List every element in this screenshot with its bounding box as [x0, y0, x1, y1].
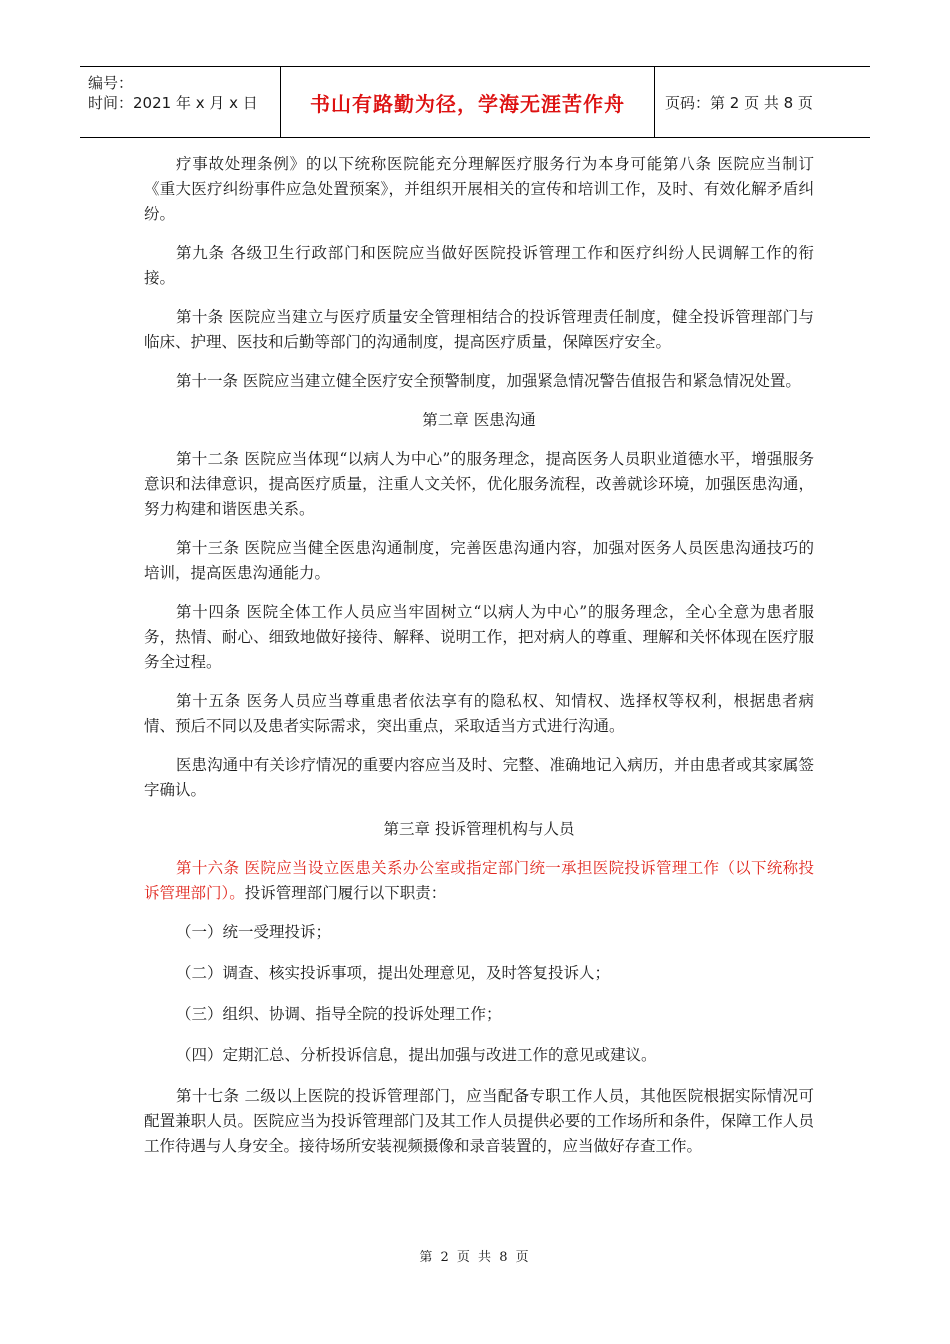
paragraph: 第十七条 二级以上医院的投诉管理部门，应当配备专职工作人员，其他医院根据实际情况可配置兼职人员。医院应当为投诉管理部门及其工作人员提供必要的工作场所和条件，保障工作人员工作待遇与人身安全。接待场所安装视频摄像和录音装置的，应当做好存查工作。	[144, 1087, 814, 1155]
chapter-heading: 第二章 医患沟通	[422, 411, 536, 429]
header-motto: 书山有路勤为径，学海无涯苦作舟	[281, 67, 655, 137]
paragraph: 第十四条 医院全体工作人员应当牢固树立“以病人为中心”的服务理念，全心全意为患者服务，热情、耐心、细致地做好接待、解释、说明工作，把对病人的尊重、理解和关怀体现在医疗服务全过程。	[144, 603, 814, 671]
list-item: （一）统一受理投诉；	[176, 923, 332, 941]
paragraph: 第十五条 医务人员应当尊重患者依法享有的隐私权、知情权、选择权等权利，根据患者病情、预后不同以及患者实际需求，突出重点，采取适当方式进行沟通。	[144, 692, 814, 735]
highlighted-text: 第十六条 医院应当设立医患关系办公室或指定部门统一承担医院投诉管理工作（以下统称投诉管理部门）。	[144, 859, 814, 902]
header-page-info: 页码：第 2 页 共 8 页	[665, 93, 813, 112]
header-meta	[80, 67, 281, 137]
paragraph: 疗事故处理条例》的以下统称医院能充分理解医疗服务行为本身可能第八条 医院应当制订《重大医疗纠纷事件应急处置预案》，并组织开展相关的宣传和培训工作，及时、有效化解矛盾纠纷。	[144, 155, 814, 223]
page-footer: 第 2 页 共 8 页	[419, 1250, 531, 1265]
paragraph: 第十二条 医院应当体现“以病人为中心”的服务理念，提高医务人员职业道德水平，增强服务意识和法律意识，提高医疗质量，注重人文关怀，优化服务流程，改善就诊环境，加强医患沟通，努力构建和谐医患关系。	[144, 450, 814, 518]
paragraph-highlighted	[144, 856, 814, 906]
list-item: （二）调查、核实投诉事项，提出处理意见，及时答复投诉人；	[176, 964, 611, 982]
list-item: （三）组织、协调、指导全院的投诉处理工作；	[176, 1005, 502, 1023]
chapter-heading: 第三章 投诉管理机构与人员	[383, 820, 575, 838]
date-label: 时间：2021 年 x 月 x 日	[88, 94, 258, 112]
paragraph: 第十一条 医院应当建立健全医疗安全预警制度，加强紧急情况警告值报告和紧急情况处置。	[176, 372, 801, 390]
paragraph: 医患沟通中有关诊疗情况的重要内容应当及时、完整、准确地记入病历，并由患者或其家属签字确认。	[144, 756, 814, 799]
header-table	[80, 66, 870, 138]
paragraph: 第九条 各级卫生行政部门和医院应当做好医院投诉管理工作和医疗纠纷人民调解工作的衔接。	[144, 244, 814, 287]
paragraph-tail: 投诉管理部门履行以下职责：	[244, 884, 447, 902]
serial-label: 编号：	[88, 74, 134, 92]
document-body	[144, 152, 814, 1173]
paragraph: 第十三条 医院应当健全医患沟通制度，完善医患沟通内容，加强对医务人员医患沟通技巧的培训，提高医患沟通能力。	[144, 539, 814, 582]
list-item: （四）定期汇总、分析投诉信息，提出加强与改进工作的意见或建议。	[176, 1046, 657, 1064]
paragraph: 第十条 医院应当建立与医疗质量安全管理相结合的投诉管理责任制度，健全投诉管理部门与临床、护理、医技和后勤等部门的沟通制度，提高医疗质量，保障医疗安全。	[144, 308, 814, 351]
